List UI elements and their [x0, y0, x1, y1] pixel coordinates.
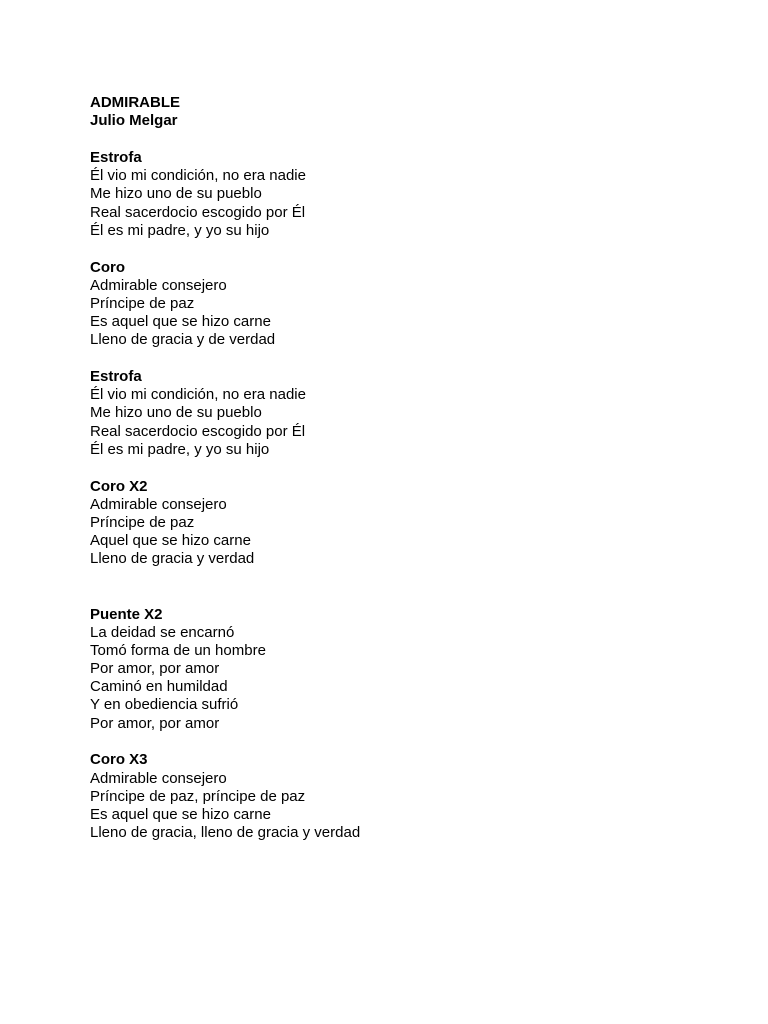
lyric-line: Admirable consejero	[90, 495, 227, 513]
spacer	[90, 240, 730, 259]
lyric-line: Admirable consejero	[90, 276, 227, 294]
section-heading: Coro	[90, 258, 125, 276]
section-chorus-1	[90, 259, 730, 350]
section-chorus-2	[90, 478, 730, 569]
lyric-line: Es aquel que se hizo carne	[90, 805, 271, 823]
song-title: ADMIRABLE	[90, 94, 180, 111]
lyric-line: Él es mi padre, y yo su hijo	[90, 221, 270, 239]
lyric-line: Él es mi padre, y yo su hijo	[90, 440, 270, 458]
lyric-line: Él vio mi condición, no era nadie	[90, 167, 306, 185]
lyric-line: Príncipe de paz	[90, 294, 195, 312]
lyric-line: Lleno de gracia, lleno de gracia y verdad	[90, 824, 361, 842]
lyric-line: Él vio mi condición, no era nadie	[90, 386, 306, 404]
spacer	[90, 459, 730, 478]
lyric-line: La deidad se encarnó	[90, 623, 235, 641]
lyric-line: Lleno de gracia y de verdad	[90, 331, 276, 349]
lyric-line: Príncipe de paz, príncipe de paz	[90, 787, 306, 805]
section-heading: Coro X2	[90, 477, 148, 495]
lyric-line: Príncipe de paz	[90, 513, 195, 531]
lyric-line: Caminó en humildad	[90, 678, 228, 696]
lyric-line: Por amor, por amor	[90, 660, 220, 678]
lyric-line: Es aquel que se hizo carne	[90, 313, 271, 331]
lyric-line: Aquel que se hizo carne	[90, 532, 251, 550]
section-heading: Estrofa	[90, 148, 142, 166]
lyric-line: Y en obediencia sufrió	[90, 696, 239, 714]
section-heading: Puente X2	[90, 605, 163, 623]
lyric-line: Me hizo uno de su pueblo	[90, 404, 262, 422]
lyric-line: Real sacerdocio escogido por Él	[90, 203, 306, 221]
lyric-line: Tomó forma de un hombre	[90, 641, 266, 659]
song-artist: Julio Melgar	[90, 112, 178, 130]
spacer	[90, 733, 730, 752]
spacer	[90, 569, 730, 606]
spacer	[90, 130, 730, 149]
section-bridge	[90, 606, 730, 733]
section-heading: Coro X3	[90, 751, 148, 769]
lyric-line: Real sacerdocio escogido por Él	[90, 422, 306, 440]
lyric-line: Por amor, por amor	[90, 714, 220, 732]
lyric-line: Admirable consejero	[90, 769, 227, 787]
section-verse-2	[90, 368, 730, 459]
section-verse-1	[90, 149, 730, 240]
lyric-line: Lleno de gracia y verdad	[90, 550, 255, 568]
section-heading: Estrofa	[90, 368, 142, 386]
lyric-line: Me hizo uno de su pueblo	[90, 185, 262, 203]
section-chorus-3	[90, 751, 730, 842]
spacer	[90, 349, 730, 368]
lyrics-document	[90, 94, 730, 842]
